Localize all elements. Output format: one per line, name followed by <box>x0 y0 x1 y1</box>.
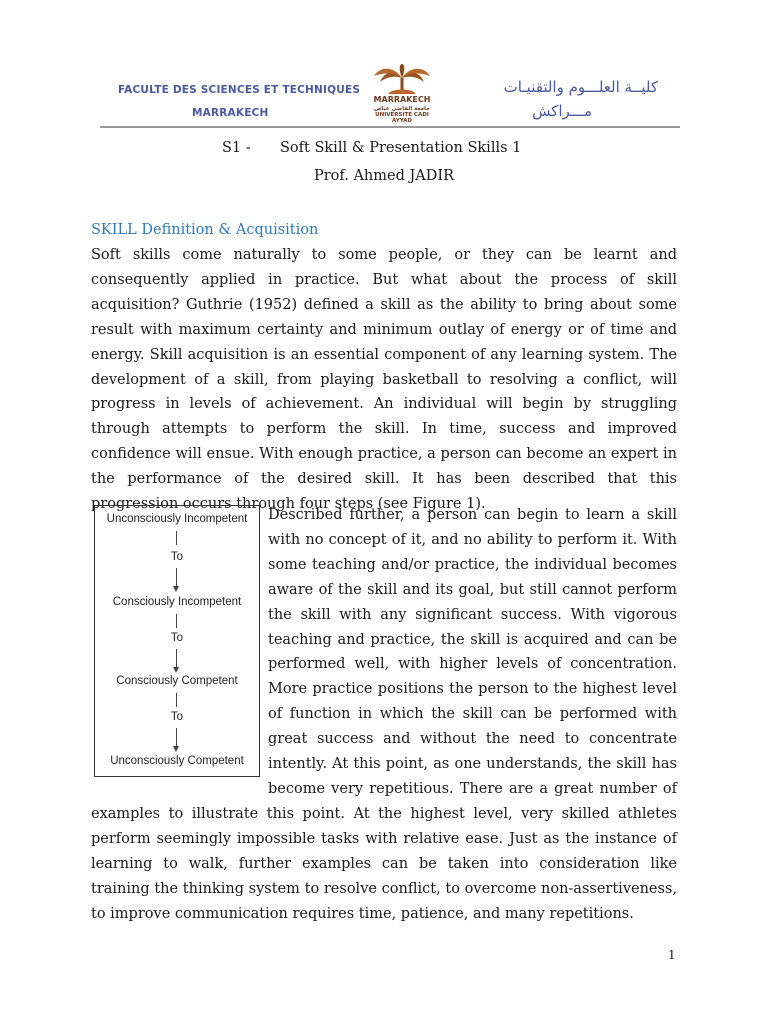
page-header <box>100 60 680 128</box>
palm-tree-icon <box>370 64 434 96</box>
stage-unconsciously-incompetent: Unconsciously Incompetent <box>106 513 248 525</box>
figure-skill-stages <box>94 505 260 777</box>
section-heading: SKILL Definition & Acquisition <box>91 222 319 238</box>
course-title-line <box>222 140 521 156</box>
header-divider <box>100 126 680 128</box>
faculty-city-french: MARRAKECH <box>192 107 269 119</box>
logo-subtext-arabic: جامعة القاضي عياض <box>373 106 431 112</box>
logo-subtext-french: UNIVERSITE CADI AYYAD <box>375 112 429 124</box>
faculty-name-arabic: كليــة العلـــوم والتقنيـات <box>503 78 658 96</box>
connector-label: To <box>170 551 184 563</box>
connector-label: To <box>170 711 184 723</box>
paragraph-skill-definition: Soft skills come naturally to some people, or they can be learnt and consequently applied in practice. But what about the process of skill acquisition? Guthrie (1952) defined a skill as the ability to bring about some result with maximum certainty and minimum outlay of energy or of time and energy. Skill acquisition is an essential component of any learning system. The development of a skill, from playing basketball to resolving a conflict, will progress in levels of achievement. An individual will begin by struggling through attempts to perform the skill. In time, success and improved confidence will ensue. With enough practice, a person can become an expert in the performance of the desired skill. It has been described that this progression occurs through four steps (see Figure 1). <box>91 247 677 513</box>
paragraph-skill-progression-text: Described further, a person can begin to learn a skill with no concept of it, and no ability to perform it. With some teaching and/or practice, the individual becomes aware of the skill and its goal, but still cannot perform the skill with any significant success. With vigorous teaching and practice, the skill is acquired and can be performed well, with higher levels of concentration. More practice positions the person to the highest level of function in which the skill can be performed with great success and without the need to concentrate intently. At this point, as one understands, the skill has become very repetitious. There are a great number of examples to illustrate this point. At the highest level, very skilled athletes perform seemingly impossible tasks with relative ease. Just as the instance of learning to walk, further examples can be taken into consideration like training the thinking system to resolve conflict, to overcome non-assertiveness, to improve communication requires time, patience, and many repetitions. <box>91 507 677 922</box>
faculty-name-french: FACULTE DES SCIENCES ET TECHNIQUES <box>118 84 361 96</box>
arrow-down-icon <box>173 746 179 752</box>
connector-line <box>176 649 177 667</box>
connector-line <box>176 531 177 545</box>
university-logo <box>370 64 434 124</box>
arrow-down-icon <box>173 667 179 673</box>
course-code: S1 - <box>222 140 251 156</box>
stage-consciously-competent: Consciously Competent <box>116 675 238 687</box>
connector-label: To <box>170 632 184 644</box>
connector-line <box>176 568 177 586</box>
connector-line <box>176 728 177 746</box>
professor-name: Prof. Ahmed JADIR <box>313 168 455 184</box>
connector-line <box>176 614 177 628</box>
stage-unconsciously-competent: Unconsciously Competent <box>110 755 244 767</box>
faculty-city-arabic: مـــراكش <box>532 102 592 120</box>
arrow-down-icon <box>173 586 179 592</box>
course-title: Soft Skill & Presentation Skills 1 <box>280 140 522 156</box>
connector-line <box>176 693 177 707</box>
stage-consciously-incompetent: Consciously Incompetent <box>112 596 242 608</box>
logo-text: MARRAKECH <box>373 95 431 104</box>
page-number: 1 <box>668 948 676 962</box>
logo-subtext <box>370 106 434 124</box>
